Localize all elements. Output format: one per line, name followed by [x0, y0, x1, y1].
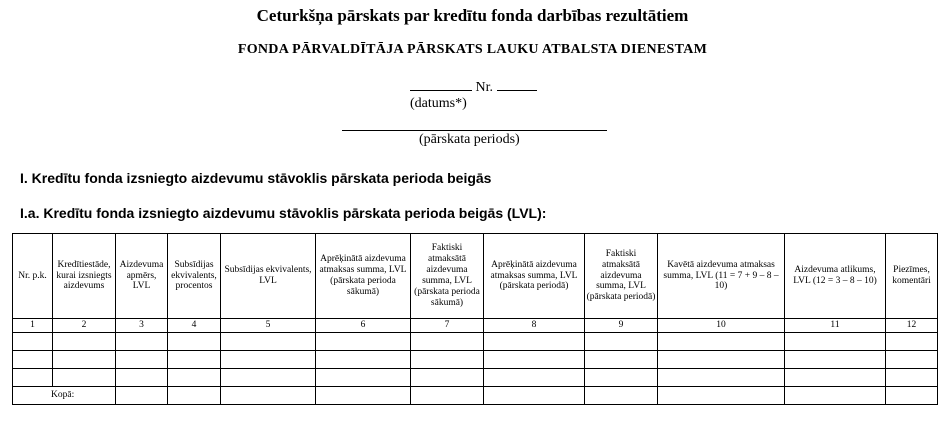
table-cell[interactable] [785, 387, 886, 405]
table-cell[interactable] [585, 369, 658, 387]
table-cell[interactable] [658, 333, 785, 351]
table-cell[interactable] [221, 387, 316, 405]
table-cell[interactable] [411, 369, 484, 387]
header-cell: Nr. p.k. [13, 234, 53, 319]
column-number: 11 [785, 319, 886, 333]
total-label: Kopā: [13, 387, 116, 405]
header-cell: Faktiski atmaksātā aizdevuma summa, LVL (pārskata perioda sākumā) [411, 234, 484, 319]
period-caption: (pārskata periods) [419, 132, 520, 147]
table-cell[interactable] [484, 387, 585, 405]
date-caption: (datums*) [410, 96, 467, 111]
table-cell[interactable] [53, 333, 116, 351]
column-number: 8 [484, 319, 585, 333]
table-cell[interactable] [116, 351, 168, 369]
table-cell[interactable] [316, 369, 411, 387]
table-cell[interactable] [886, 333, 938, 351]
loan-status-table [12, 233, 938, 405]
table-cell[interactable] [221, 369, 316, 387]
header-cell: Subsīdijas ekvivalents, procentos [168, 234, 221, 319]
table-cell[interactable] [13, 333, 53, 351]
table-cell[interactable] [316, 351, 411, 369]
form-subtitle: FONDA PĀRVALDĪTĀJA PĀRSKATS LAUKU ATBALSTA DIENESTAM [237, 42, 708, 57]
header-cell: Aizdevuma atlikums, LVL (12 = 3 – 8 – 10) [785, 234, 886, 319]
table-cell[interactable] [168, 387, 221, 405]
table-cell[interactable] [168, 333, 221, 351]
header-cell: Subsīdijas ekvivalents, LVL [221, 234, 316, 319]
table-cell[interactable] [585, 351, 658, 369]
table-cell[interactable] [484, 369, 585, 387]
date-blank[interactable] [410, 78, 472, 91]
table-cell[interactable] [116, 333, 168, 351]
column-number: 4 [168, 319, 221, 333]
form-title: Ceturkšņa pārskats par kredītu fonda darbības rezultātiem [256, 6, 689, 25]
table-cell[interactable] [785, 333, 886, 351]
date-number-line [410, 78, 537, 96]
table-cell[interactable] [221, 333, 316, 351]
column-number: 1 [13, 319, 53, 333]
table-cell[interactable] [658, 351, 785, 369]
number-blank[interactable] [497, 78, 537, 91]
table-cell[interactable] [886, 369, 938, 387]
table-cell[interactable] [484, 351, 585, 369]
table-cell[interactable] [221, 351, 316, 369]
total-row [13, 387, 938, 405]
header-cell: Kredītiestāde, kurai izsniegts aizdevums [53, 234, 116, 319]
table-cell[interactable] [658, 387, 785, 405]
header-cell: Faktiski atmaksātā aizdevuma summa, LVL (pārskata periodā) [585, 234, 658, 319]
header-cell: Piezīmes, komentāri [886, 234, 938, 319]
column-number: 9 [585, 319, 658, 333]
table-cell[interactable] [886, 387, 938, 405]
table-cell[interactable] [785, 351, 886, 369]
column-number-row [13, 319, 938, 333]
table-row [13, 369, 938, 387]
table-cell[interactable] [785, 369, 886, 387]
nr-label: Nr. [475, 80, 493, 95]
table-cell[interactable] [13, 369, 53, 387]
table-cell[interactable] [168, 369, 221, 387]
table-cell[interactable] [411, 351, 484, 369]
column-number: 7 [411, 319, 484, 333]
table-cell[interactable] [53, 351, 116, 369]
table-row [13, 351, 938, 369]
table-row [13, 333, 938, 351]
table-cell[interactable] [886, 351, 938, 369]
header-row [13, 234, 938, 319]
table-cell[interactable] [484, 333, 585, 351]
column-number: 3 [116, 319, 168, 333]
table-cell[interactable] [316, 387, 411, 405]
column-number: 10 [658, 319, 785, 333]
table-cell[interactable] [53, 369, 116, 387]
section-1-heading: I. Kredītu fonda izsniegto aizdevumu stāvoklis pārskata perioda beigās [20, 170, 492, 186]
header-cell: Aizdevuma apmērs, LVL [116, 234, 168, 319]
header-cell: Aprēķinātā aizdevuma atmaksas summa, LVL (pārskata periodā) [484, 234, 585, 319]
header-cell: Kavētā aizdevuma atmaksas summa, LVL (11 = 7 + 9 – 8 – 10) [658, 234, 785, 319]
table-cell[interactable] [13, 351, 53, 369]
column-number: 2 [53, 319, 116, 333]
table-cell[interactable] [116, 387, 168, 405]
column-number: 12 [886, 319, 938, 333]
table-cell[interactable] [585, 333, 658, 351]
table-cell[interactable] [316, 333, 411, 351]
column-number: 5 [221, 319, 316, 333]
column-number: 6 [316, 319, 411, 333]
table-cell[interactable] [411, 387, 484, 405]
table-cell[interactable] [658, 369, 785, 387]
table-cell[interactable] [168, 351, 221, 369]
section-1a-heading: I.a. Kredītu fonda izsniegto aizdevumu stāvoklis pārskata perioda beigās (LVL): [20, 205, 547, 221]
table-cell[interactable] [585, 387, 658, 405]
table-cell[interactable] [411, 333, 484, 351]
header-cell: Aprēķinātā aizdevuma atmaksas summa, LVL (pārskata perioda sākumā) [316, 234, 411, 319]
table-cell[interactable] [116, 369, 168, 387]
period-blank[interactable] [342, 118, 607, 131]
